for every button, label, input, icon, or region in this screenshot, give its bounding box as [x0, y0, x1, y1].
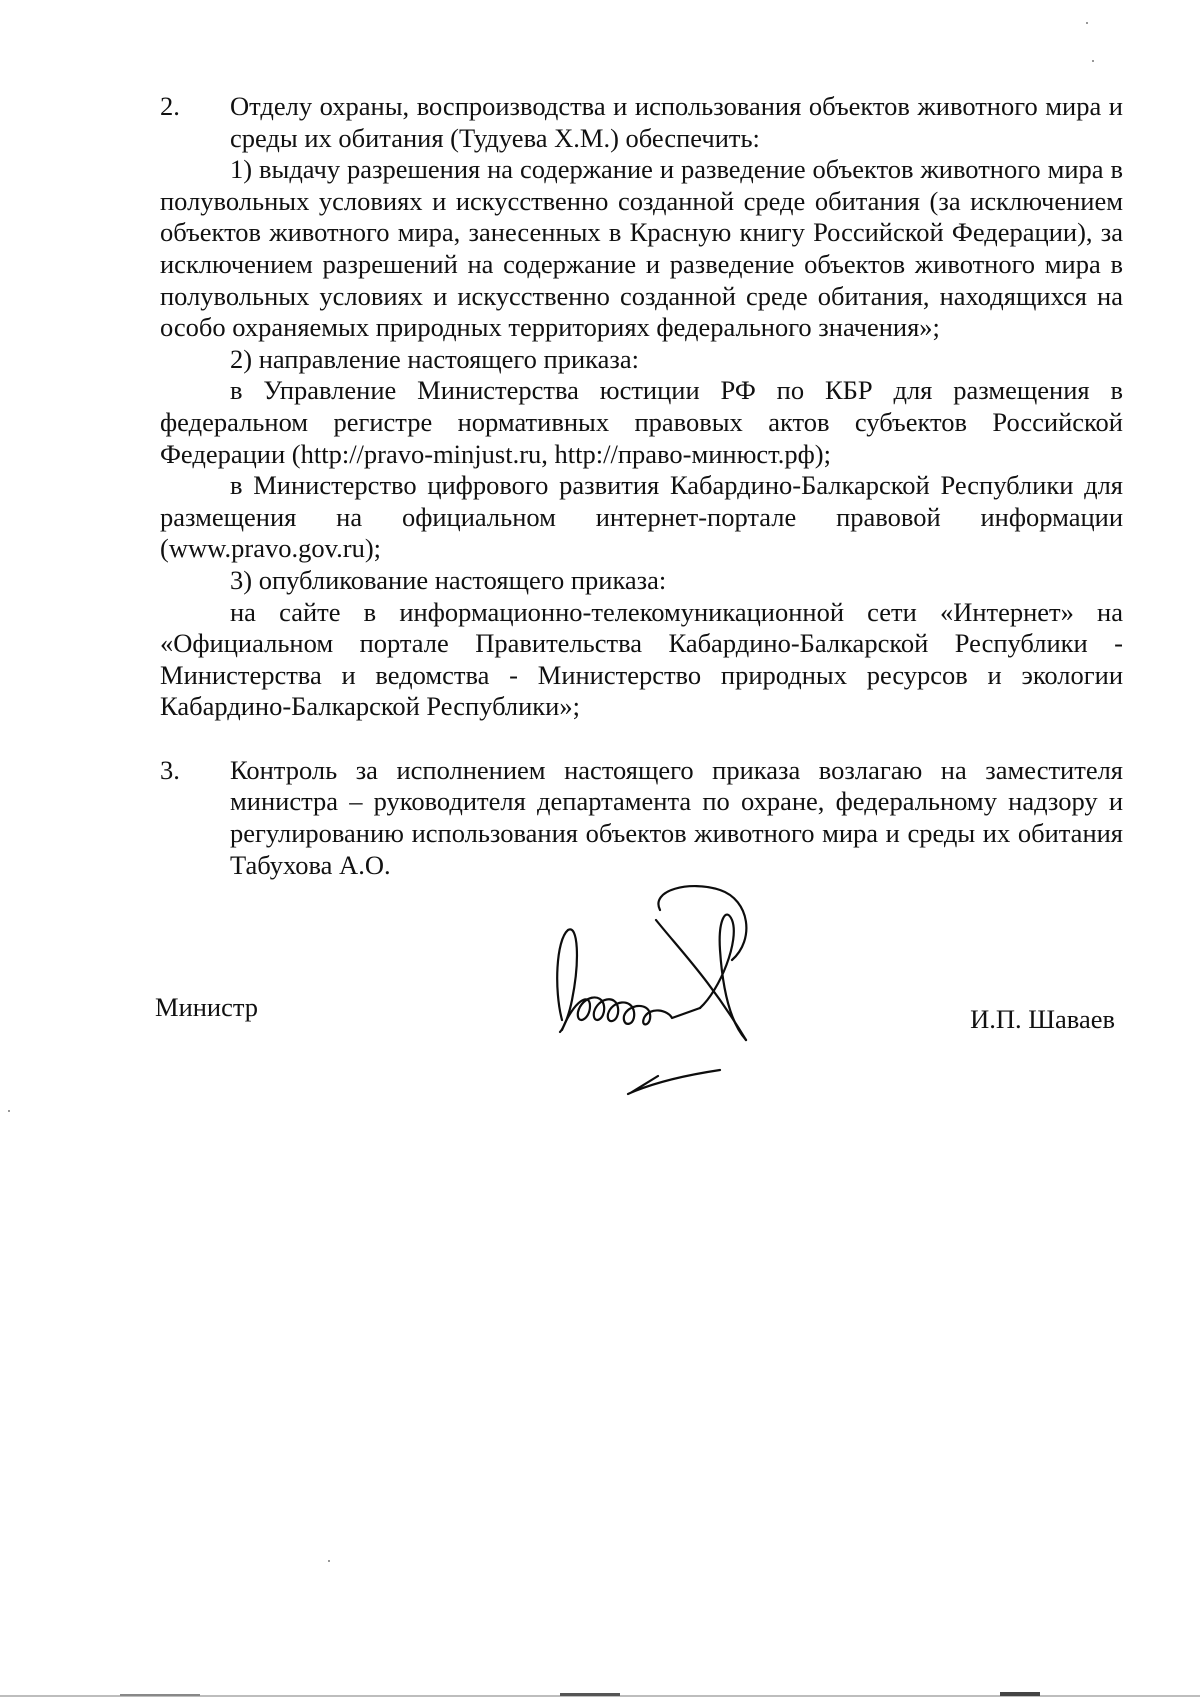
- scan-speck: [328, 1560, 330, 1562]
- signature-icon: [550, 880, 810, 1100]
- section-2-item-1: 1) выдачу разрешения на содержание и разведение объектов животного мира в полувольных условиях и искусственно созданной среде обитания (за исключением объектов животного мира, занесенных в Красную книгу Российской Федерации), за исключением разрешений на содержание и разведение объектов животного мира в полувольных условиях и искусственно созданной среде обитания, находящихся на особо охраняемых природных территориях федерального значения»;: [160, 154, 1123, 343]
- section-3: [160, 755, 1123, 881]
- section-2-item-3-heading: 3) опубликование настоящего приказа:: [230, 564, 667, 595]
- signatory-title: Министр: [155, 992, 259, 1022]
- scan-speck: [1092, 60, 1094, 62]
- signatory-name: И.П. Шаваев: [970, 1004, 1115, 1034]
- scan-speck: [8, 1110, 10, 1112]
- section-3-number: 3.: [160, 754, 180, 785]
- scan-speck: [1086, 22, 1088, 24]
- section-2-item-2-heading: 2) направление настоящего приказа:: [230, 343, 639, 374]
- paragraph-spacer: [160, 723, 1123, 755]
- scan-edge-artifact: [0, 1689, 1200, 1697]
- document-body: [160, 91, 1123, 881]
- section-2-item-2-recipient-b: в Министерство цифрового развития Кабардино-Балкарской Республики для размещения на официальном интернет-портале правовой информации (www.pravo.gov.ru);: [160, 470, 1123, 564]
- section-2-intro-text: Отделу охраны, воспроизводства и использования объектов животного мира и среды их обитания (Тудуева Х.М.) обеспечить:: [230, 91, 1123, 153]
- signature-block: [155, 992, 1115, 1032]
- section-2-number: 2.: [160, 91, 180, 121]
- section-2-item-2-recipient-a: в Управление Министерства юстиции РФ по КБР для размещения в федеральном регистре нормативных правовых актов субъектов Российской Федерации (http://pravo-minjust.ru, http://право-минюст.рф);: [160, 375, 1123, 469]
- section-3-text: Контроль за исполнением настоящего приказа возлагаю на заместителя министра – руководителя департамента по охране, федеральному надзору и регулированию использования объектов животного мира и среды их обитания Табухова А.О.: [230, 754, 1123, 880]
- section-2-item-3-publication: на сайте в информационно-телекомуникационной сети «Интернет» на «Официальном портале Правительства Кабардино-Балкарской Республики - Министерства и ведомства - Министерство природных ресурсов и экологии Кабардино-Балкарской Республики»;: [160, 596, 1123, 722]
- section-2-intro: [160, 91, 1123, 154]
